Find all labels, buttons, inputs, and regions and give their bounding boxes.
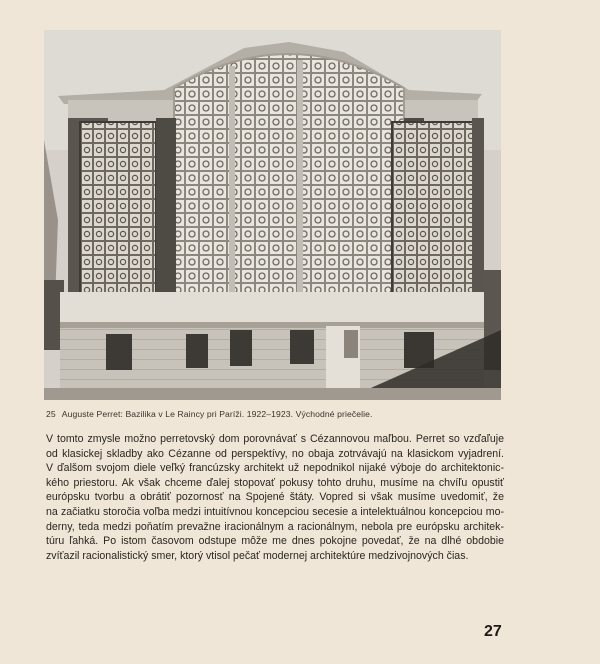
figure-caption-text: Auguste Perret: Bazilika v Le Raincy pri Paríži. 1922–1923. Východné priečelie. — [61, 409, 373, 419]
body-paragraph — [46, 432, 504, 563]
text-line: od klasickej skladby ako Cézanne od perspektívy, no obaja zotrvávajú na klasickom vyjadrení. — [46, 447, 504, 460]
text-line: túru ľahká. Po istom časovom odstupe môže me dnes pokojne povedať, že na dlhé obdobie — [46, 535, 504, 548]
text-line: kého priestoru. Ak však chceme ďalej stopovať pokusy tohto druhu, musíme na chvíľu opustiť — [46, 476, 504, 489]
text-line: V ďalšom svojom diele veľký francúzsky architekt už nepodnikol nijaké výboje do architektonic- — [46, 462, 504, 475]
page-number: 27 — [484, 623, 502, 640]
figure-number: 25 — [46, 409, 56, 419]
church-photograph — [44, 30, 501, 400]
figure-caption — [46, 409, 516, 419]
text-line: na začiatku storočia voľba medzi intuitívnou koncepciou secesie a intelektuálnou koncepciou mo- — [46, 505, 504, 518]
text-line: zvíťazil racionalistický smer, ktorý vtisol pečať modernej architektúre medzivojnových čias. — [46, 549, 469, 562]
text-line: V tomto zmysle možno perretovský dom porovnávať s Cézannovou maľbou. Perret so vzďaľuje — [46, 433, 504, 445]
text-line: európsku tvorbu a obrátiť pozornosť na Spojené štáty. Vopred si však musíme uvedomiť, že — [46, 491, 504, 504]
text-line: derny, teda medzi poňatím prevažne iracionálnym a racionálnym, nebola pre európsku architek- — [46, 520, 504, 533]
